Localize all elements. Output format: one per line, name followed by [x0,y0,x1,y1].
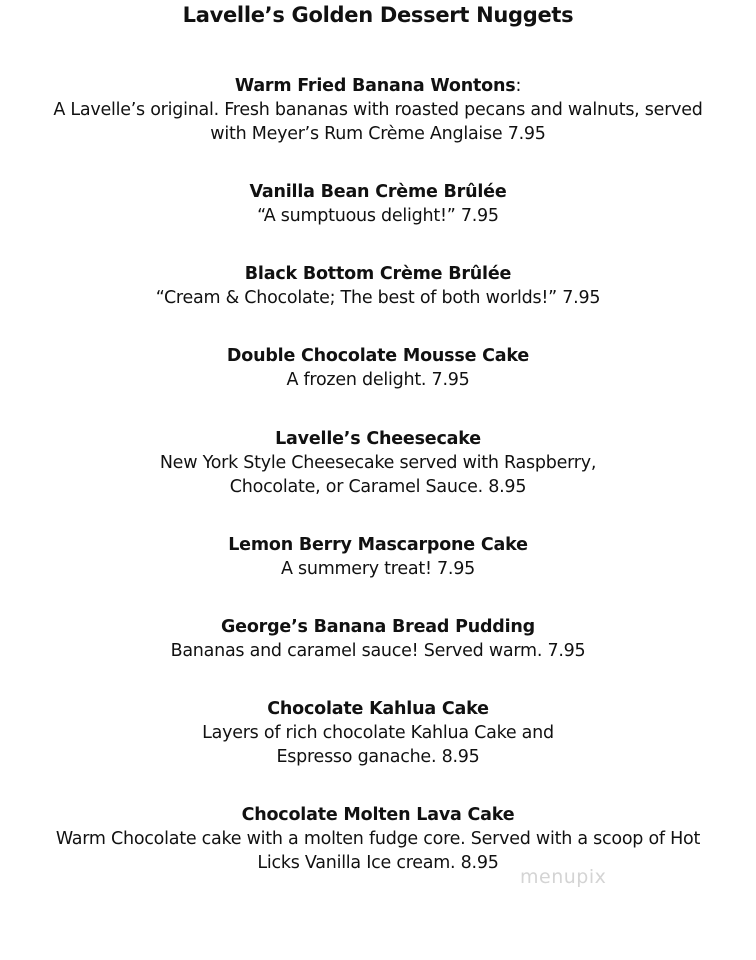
menu-title: Lavelle’s Golden Dessert Nuggets [182,3,574,27]
menu-item-name: Warm Fried Banana Wontons: [234,76,522,96]
description-line: Warm Chocolate cake with a molten fudge core. Served with a scoop of Hot [55,829,701,849]
menu-item-name: Vanilla Bean Crème Brûlée [249,182,507,202]
menu-item-description [0,721,756,769]
menu-item-name: George’s Banana Bread Pudding [220,617,535,637]
menu-item-name: Lemon Berry Mascarpone Cake [228,535,528,555]
menu-item-name: Chocolate Molten Lava Cake [241,805,515,825]
description-line: Licks Vanilla Ice cream. 8.95 [257,853,499,873]
menu-item-name: Double Chocolate Mousse Cake [226,346,530,366]
menu-item-description [0,286,756,310]
name-suffix: : [515,76,522,96]
menu-item [0,615,756,663]
description-line: Layers of rich chocolate Kahlua Cake and [202,723,554,743]
menu-item [0,180,756,228]
description-line: A summery treat! 7.95 [280,559,476,579]
menu-item-description [0,98,756,146]
menu-item-description [0,639,756,663]
description-line: Espresso ganache. 8.95 [276,747,480,767]
description-line: Bananas and caramel sauce! Served warm. 7.95 [170,641,586,661]
description-line: Chocolate, or Caramel Sauce. 8.95 [229,477,527,497]
menu-item-description [0,451,756,499]
description-line: “Cream & Chocolate; The best of both worlds!” 7.95 [155,288,601,308]
menu-item-description [0,557,756,581]
menu-item [0,427,756,499]
menu-item [0,344,756,392]
menu-item [0,74,756,146]
menu-item-name: Lavelle’s Cheesecake [275,429,481,449]
menu-item-name: Black Bottom Crème Brûlée [244,264,512,284]
description-line: New York Style Cheesecake served with Raspberry, [159,453,597,473]
menu-item-description [0,368,756,392]
menu-item-description [0,204,756,228]
watermark-logo: menupix [520,866,607,888]
menu-item-name: Chocolate Kahlua Cake [267,699,489,719]
description-line: with Meyer’s Rum Crème Anglaise 7.95 [210,124,546,144]
description-line: A frozen delight. 7.95 [286,370,470,390]
menu-item [0,262,756,310]
menu-item [0,697,756,769]
description-line: “A sumptuous delight!” 7.95 [257,206,499,226]
menu-item [0,803,756,875]
description-line: A Lavelle’s original. Fresh bananas with roasted pecans and walnuts, served [53,100,703,120]
menu-item [0,533,756,581]
menu-item-description [0,827,756,875]
